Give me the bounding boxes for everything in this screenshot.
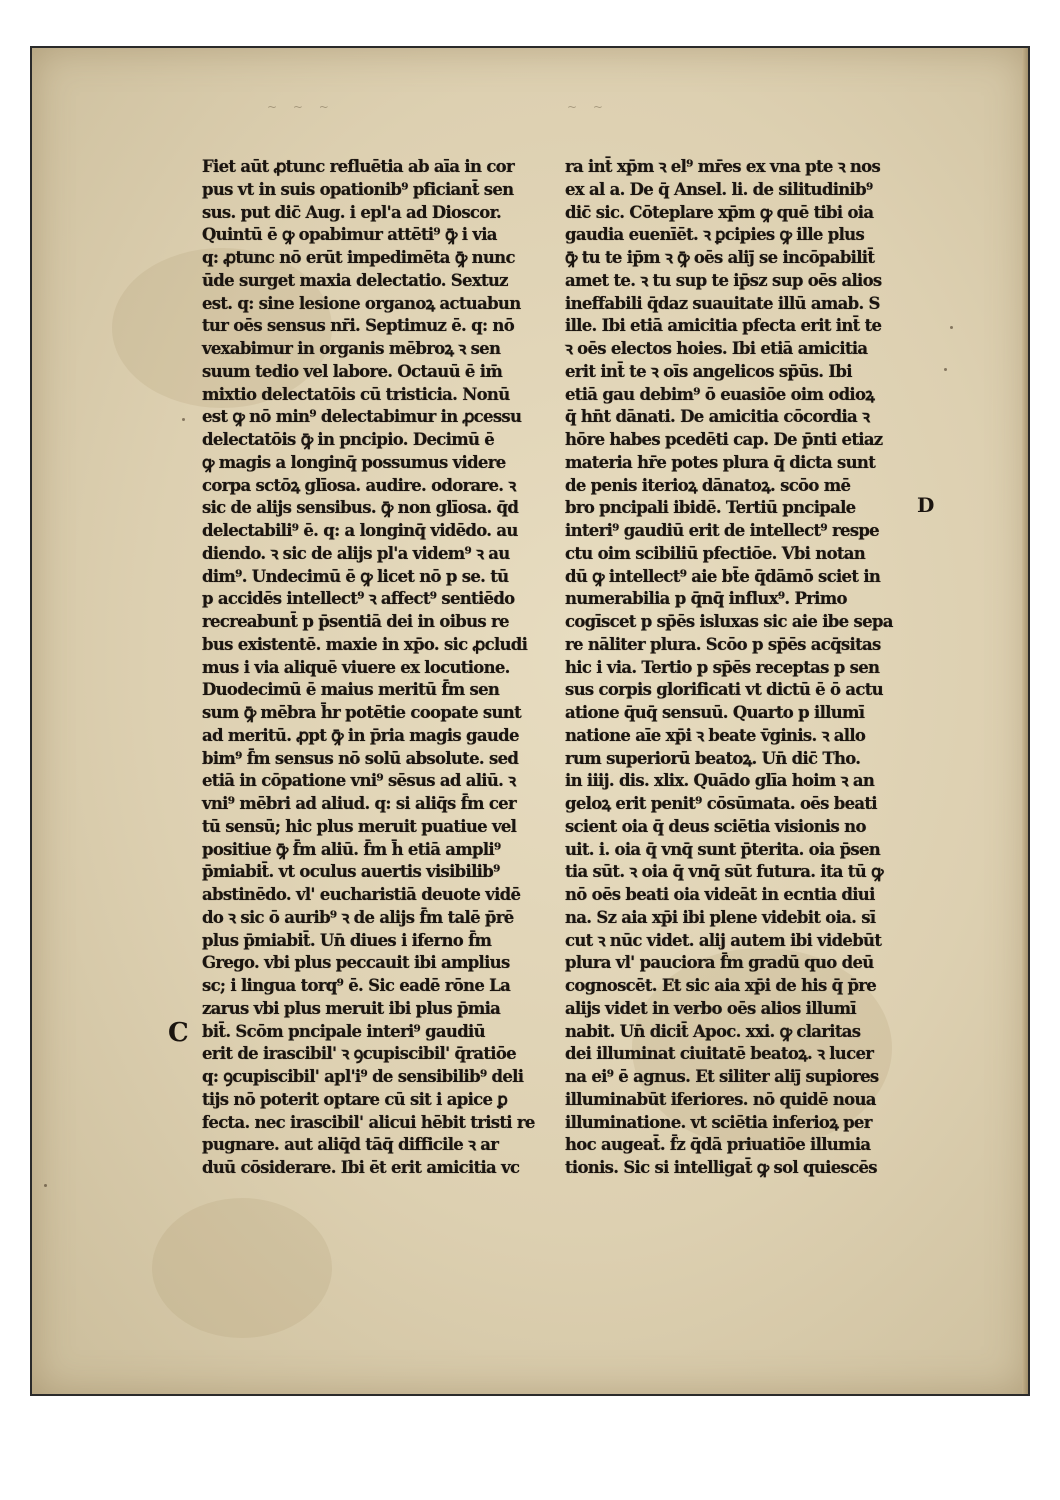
text-line: ad meritū. ꝓpt ꝙ̄ in p̄ria magis gaude	[202, 725, 519, 745]
text-column-left	[202, 156, 547, 1180]
text-line: etiā gau debim⁹ ō euasiōe oim odioꝝ	[565, 384, 875, 404]
text-line: alijs videt in verbo oēs alios illumī	[565, 998, 856, 1018]
text-line: ctu oim scibiliū pfectiōe. Vbi notan	[565, 543, 866, 563]
text-line: dim⁹. Undecimū ē ꝙ licet nō p se. tū	[202, 566, 509, 586]
text-line: p accidēs intellect⁹ ꝛ affect⁹ sentiēdo	[202, 589, 515, 609]
text-line: erit de irascibil' ꝛ ꝯcupiscibil' q̄ratiōe	[202, 1044, 516, 1064]
text-line: sc; i lingua torq⁹ ē. Sic eadē rōne La	[202, 976, 511, 995]
paper-speck	[182, 418, 185, 421]
text-line: pus vt in suis opationib⁹ pficiant̄ sen	[202, 179, 514, 199]
text-line: q: ꝯcupiscibil' apl'i⁹ de sensibilib⁹ deli	[202, 1067, 524, 1086]
text-line: nō oēs beati oia videāt in ecntia diui	[565, 885, 875, 904]
text-line: Grego. vbi plus peccauit ibi amplius	[202, 953, 510, 973]
text-line: diendo. ꝛ sic de alijs pl'a videm⁹ ꝛ au	[202, 543, 510, 563]
text-line: scient oia q̄ deus sciētia visionis no	[565, 816, 866, 836]
paper-stain	[152, 1198, 332, 1338]
text-line: nabit. Un̄ dicit̄ Apoc. xxi. ꝙ claritas	[565, 1021, 861, 1041]
text-line: numerabilia p q̄nq̄ influx⁹. Primo	[565, 589, 847, 609]
text-line: ille. Ibi etiā amicitia pfecta erit int̄ te	[565, 316, 882, 336]
text-line: rum superiorū beatoꝝ. Un̄ dic̄ Tho.	[565, 748, 861, 768]
text-line: est ꝙ nō min⁹ delectabimur in ꝓcessu	[202, 407, 522, 427]
text-line: tū sensū; hic plus meruit puatiue vel	[202, 816, 517, 836]
text-line: natione aīe xp̄i ꝛ beate v̄ginis. ꝛ allo	[565, 725, 866, 745]
text-line: do ꝛ sic ō aurib⁹ ꝛ de alijs f̄m talē p̄rē	[202, 907, 514, 927]
text-line: ꝛ oēs electos hoies. Ibi etiā amicitia	[565, 339, 868, 358]
text-column-right	[565, 156, 935, 1180]
text-line: ꝙ magis a longinq̄ possumus videre	[202, 452, 506, 472]
text-line: sus. put dic̄ Aug. i epl'a ad Dioscor.	[202, 202, 502, 222]
text-line: cognoscēt. Et sic aia xp̄i de his q̄ p̄re	[565, 976, 877, 995]
text-line: in iiij. dis. xlix. Quādo glīa hoim ꝛ an	[565, 771, 875, 791]
text-line: bim⁹ f̄m sensus nō solū absolute. sed	[202, 748, 519, 768]
text-line: tur oēs sensus nr̄i. Septimuz ē. q: nō	[202, 316, 515, 336]
text-line: sic de alijs sensibus. ꝙ̄ non glīosa. q̄d	[202, 498, 519, 518]
text-line: interi⁹ gaudiū erit de intellect⁹ respe	[565, 521, 879, 540]
text-line: cut ꝛ nūc videt. alij autem ibi videbūt	[565, 930, 882, 950]
text-line: est. q: sine lesione organoꝝ actuabun	[202, 293, 521, 313]
text-line: plus p̄miabit̄. Un̄ diues i iferno f̄m	[202, 930, 492, 950]
margin-paraph-mark: D	[917, 493, 935, 517]
text-line: bit̄. Scōm pncipale interi⁹ gaudiū	[202, 1021, 485, 1041]
text-line: zarus vbi plus meruit ibi plus p̄mia	[202, 998, 501, 1018]
text-line: mixtio delectatōis cū tristicia. Nonū	[202, 384, 510, 404]
text-line: dū ꝙ intellect⁹ aie bt̄e q̄dāmō sciet in	[565, 566, 881, 586]
paper-speck	[950, 326, 953, 329]
text-line: recreabunt̄ p p̄sentiā dei in oibus re	[202, 612, 509, 631]
text-line: materia hr̄e potes plura q̄ dicta sunt	[565, 452, 876, 472]
text-line: bro pncipali ibidē. Tertiū pncipale	[565, 498, 856, 518]
text-line: re nāliter plura. Scōo p sp̄ēs acq̄sitas	[565, 634, 881, 654]
text-line: dei illuminat ciuitatē beatoꝝ. ꝛ lucer	[565, 1044, 874, 1064]
text-line: illuminatione. vt sciētia inferioꝝ per	[565, 1112, 872, 1132]
text-line: q: ꝓtunc nō erūt impedimēta ꝙ̄ nunc	[202, 248, 515, 267]
text-line: vexabimur in organis mēbroꝝ ꝛ sen	[202, 339, 501, 358]
text-line: tia sūt. ꝛ oia q̄ vnq̄ sūt futura. ita tū ꝙ	[565, 862, 883, 882]
text-line: delectatōis ꝙ̄ in pncipio. Decimū ē	[202, 430, 495, 449]
text-line: sus corpis glorificati vt dictū ē ō actu	[565, 680, 883, 700]
text-line: p̄miabit̄. vt oculus auertis visibilib⁹	[202, 862, 500, 882]
text-line: na ei⁹ ē agnus. Et siliter aliȷ̄ supiores	[565, 1067, 879, 1086]
text-line: ūde surget maxia delectatio. Sextuz	[202, 270, 508, 290]
text-line: tionis. Sic si intelligat̄ ꝙ sol quiescēs	[565, 1158, 877, 1177]
text-line: hic i via. Tertio p sp̄ēs receptas p sen	[565, 657, 880, 677]
text-line: dic̄ sic. Cōteplare xp̄m ꝙ quē tibi oia	[565, 202, 874, 222]
text-line: uit. i. oia q̄ vnq̄ sunt p̄terita. oia p̄sen	[565, 839, 881, 859]
text-line: fecta. nec irascibil' alicui hēbit tristi re	[202, 1112, 535, 1132]
book-page	[32, 48, 1028, 1394]
text-line: ineffabili q̄daz suauitate illū amab. S	[565, 293, 880, 313]
page-marker-right: ~ ~	[567, 100, 609, 114]
text-line: illuminabūt iferiores. nō quidē noua	[565, 1089, 876, 1109]
text-line: mus i via aliquē viuere ex locutione.	[202, 657, 510, 677]
page-marker-left: ~ ~ ~	[267, 100, 335, 114]
text-line: ex al a. De q̄ Ansel. li. de silitudinib⁹	[565, 179, 873, 199]
text-line: ra int̄ xp̄m ꝛ el⁹ mr̄es ex vna pte ꝛ nos	[565, 157, 881, 176]
text-line: suum tedio vel labore. Octauū ē im̄	[202, 361, 503, 381]
text-line: de penis iterioꝝ dānatoꝝ. scōo mē	[565, 475, 851, 495]
text-line: duū cōsiderare. Ibi ēt erit amicitia vc	[202, 1158, 520, 1177]
text-line: amet te. ꝛ tu sup te ip̄sz sup oēs alios	[565, 270, 882, 290]
paper-speck	[44, 1184, 47, 1187]
text-line: hoc augeat̄. f̄z q̄dā priuatiōe illumia	[565, 1135, 871, 1155]
text-line: q̄ hn̄t dānati. De amicitia cōcordia ꝛ	[565, 407, 870, 427]
text-line: delectabili⁹ ē. q: a longinq̄ vidēdo. au	[202, 521, 518, 540]
text-line: sum ꝙ̄ mēbra h̄r potētie coopate sunt	[202, 703, 522, 722]
text-line: corpa sctōꝝ glīosa. audire. odorare. ꝛ	[202, 475, 516, 495]
paper-speck	[944, 368, 947, 371]
text-line: plura vl' pauciora f̄m gradū quo deū	[565, 953, 874, 973]
text-line: gaudia euenīēt. ꝛ ꝑcipies ꝙ ille plus	[565, 225, 865, 245]
text-line: atione q̄uq̄ sensuū. Quarto p illumī	[565, 703, 865, 722]
text-line: Fiet aūt ꝓtunc refluētia ab aīa in cor	[202, 157, 514, 176]
text-line: hōre habes pcedēti cap. De p̄nti etiaz	[565, 430, 883, 449]
text-line: positiue ꝙ̄ f̄m aliū. f̄m h̄ etiā ampli⁹	[202, 839, 501, 859]
margin-initial-letter: C	[168, 1018, 189, 1048]
text-line: etiā in cōpatione vni⁹ sēsus ad aliū. ꝛ	[202, 771, 516, 791]
text-line: Quintū ē ꝙ opabimur attēti⁹ ꝙ̄ i via	[202, 225, 497, 245]
text-line: abstinēdo. vl' eucharistiā deuote vidē	[202, 885, 521, 904]
text-line: tijs nō poterit optare cū sit i apice ꝑ	[202, 1089, 508, 1109]
text-line: Duodecimū ē maius meritū f̄m sen	[202, 680, 500, 700]
text-line: cogīscet p sp̄ēs isluxas sic aie ibe sepa	[565, 612, 893, 631]
text-line: bus existentē. maxie in xp̄o. sic ꝓcludi	[202, 634, 528, 654]
text-line: geloꝝ erit penit⁹ cōsūmata. oēs beati	[565, 794, 877, 813]
text-line: vni⁹ mēbri ad aliud. q: si aliq̄s f̄m cer	[202, 794, 516, 813]
text-line: pugnare. aut aliq̄d tāq̄ difficile ꝛ ar	[202, 1135, 499, 1155]
text-line: na. Sz aia xp̄i ibi plene videbit oia. sī	[565, 907, 876, 927]
text-line: ꝙ̄ tu te ip̄m ꝛ ꝙ̄ oēs aliȷ̄ se incōpabilit̄	[565, 248, 875, 267]
page-edge-shadow	[1022, 48, 1028, 1394]
text-line: erit int̄ te ꝛ oīs angelicos sp̄ūs. Ibi	[565, 361, 852, 381]
